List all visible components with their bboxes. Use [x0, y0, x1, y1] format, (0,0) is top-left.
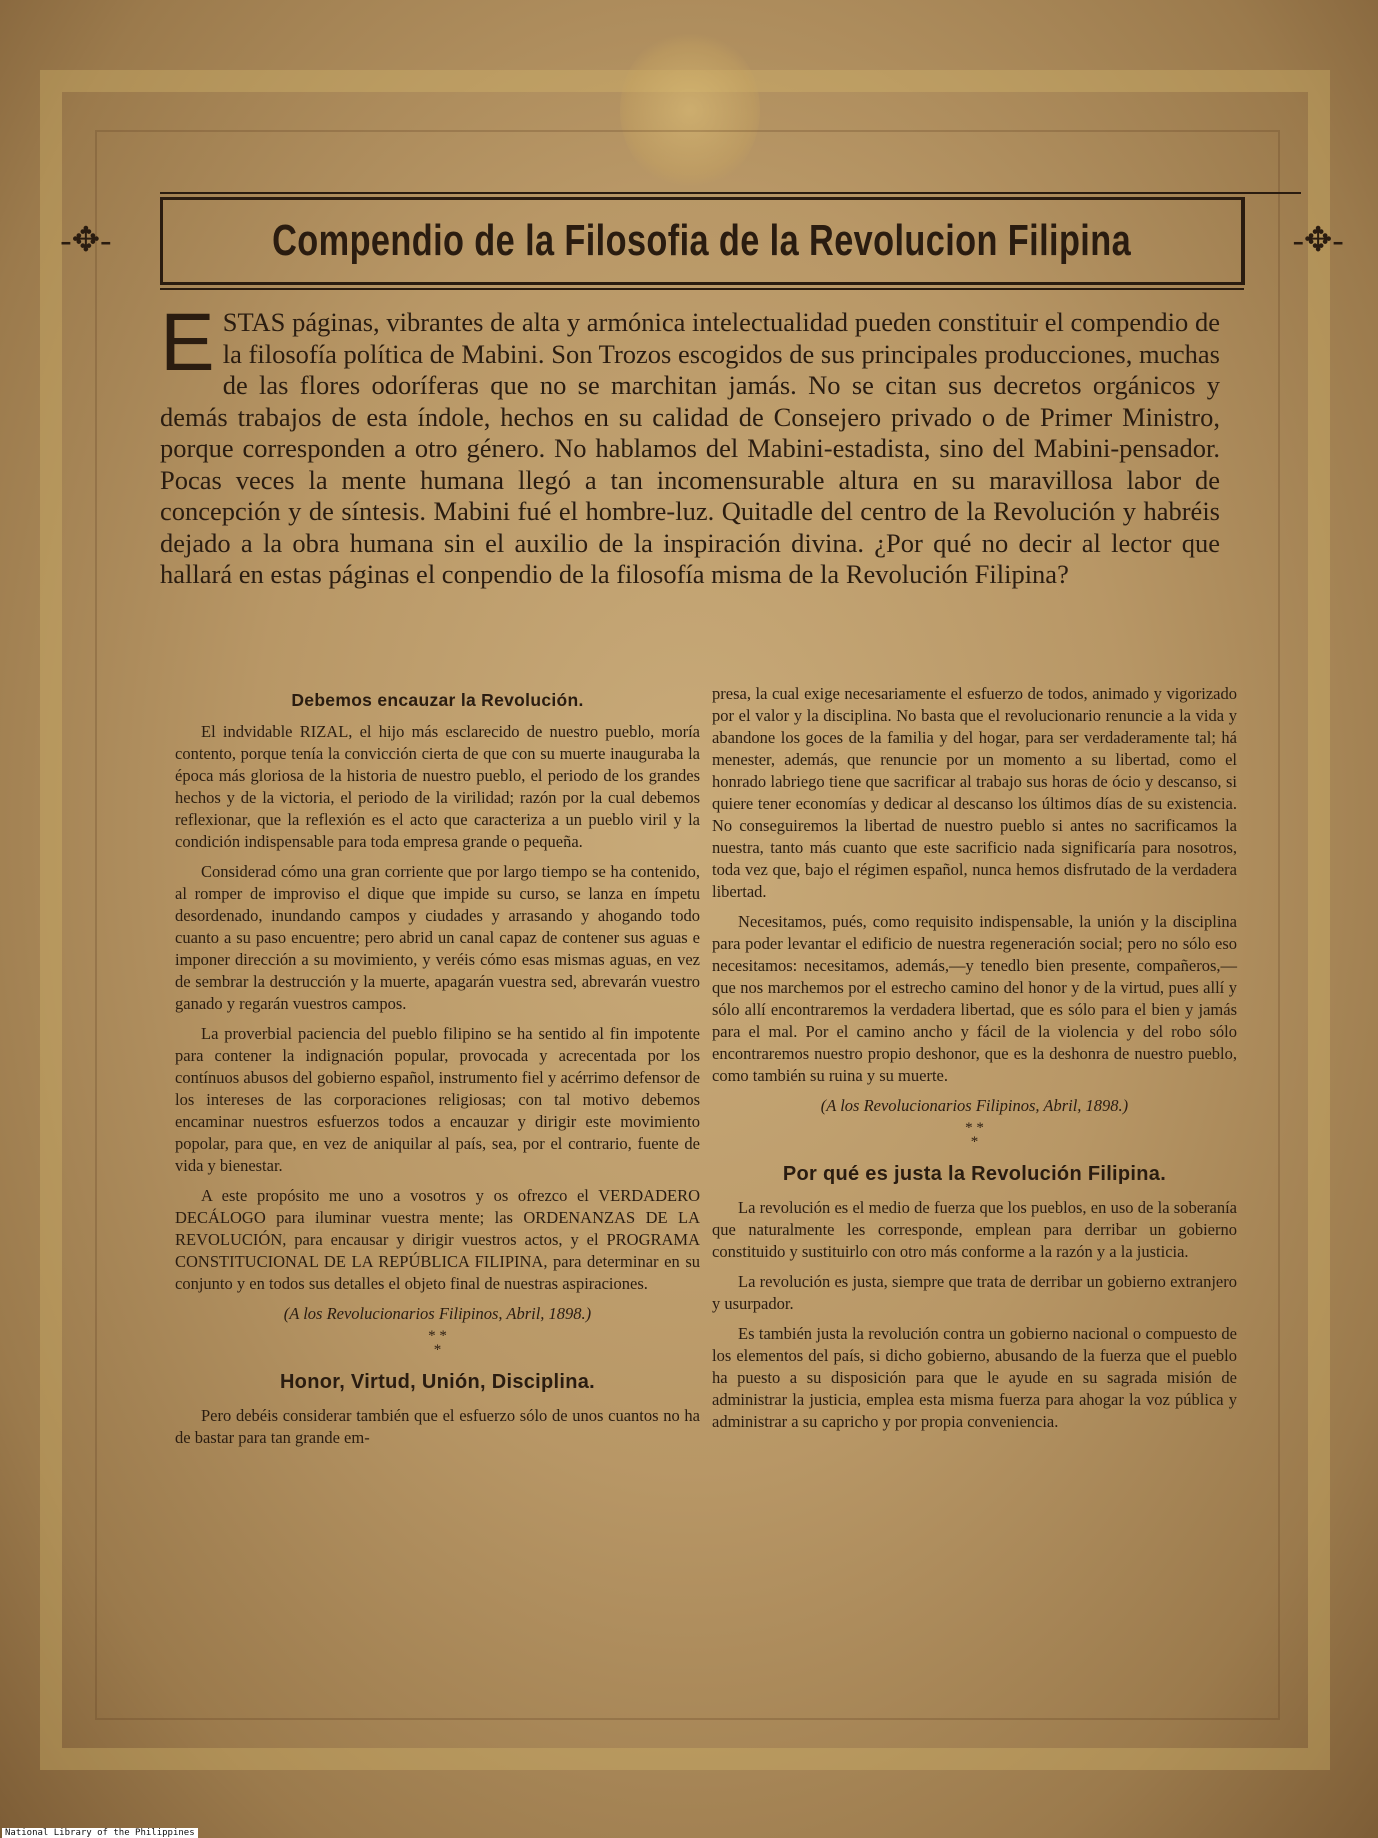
paragraph: La revolución es el medio de fuerza que los pueblos, en uso de la soberanía que naturalmente les corresponde, emplean para derribar un gobierno constituido y sustituirlo con otro más conforme a la razón y a la justicia.	[712, 1198, 1237, 1261]
paragraph: Considerad cómo una gran corriente que por largo tiempo se ha contenido, al romper de improviso el dique que impide su curso, se lanza en ímpetu desordenado, inundando campos y ciudades y arrasando y ahogando todo cuanto a su paso encuentre; pero abrid un canal capaz de contener sus aguas e imponer dirección a su movimiento, y veréis cómo esas mismas aguas, en vez de sembrar la destrucción y la muerte, apagarán vuestra sed, abrevarán vuestro ganado y regarán vuestros campos.	[175, 862, 700, 1013]
intro-paragraph	[160, 297, 1220, 591]
paragraph: La revolución es justa, siempre que trata de derribar un gobierno extranjero y usurpador.	[712, 1272, 1237, 1313]
right-ornament-icon: -✥-	[1292, 222, 1344, 259]
paragraph: A este propósito me uno a vosotros y os ofrezco el VERDADERO DECÁLOGO para iluminar vuestra mente; las ORDENANZAS DE LA REVOLUCIÓN, para encausar y dirigir vuestros actos, y el PROGRAMA CONSTITUCIONAL DE LA REPÚBLICA FILIPINA, para determinar en su conjunto y en todos sus detalles el objeto final de nuestras aspiraciones.	[175, 1186, 700, 1293]
page-title: Compendio de la Filosofia de la Revolucion Filipina	[272, 216, 1132, 265]
section-heading-encauzar: Debemos encauzar la Revolución.	[291, 690, 584, 710]
section-heading-honor: Honor, Virtud, Unión, Disciplina.	[279, 1371, 596, 1393]
paragraph: La proverbial paciencia del pueblo filipino se ha sentido al fin impotente para contener la indignación popular, provocada y acrecentada por los contínuos abusos del gobierno español, instrumento fiel y acérrimo defensor de los intereses de las corporaciones religiosas; con tal motivo debemos encaminar nuestros esfuerzos todos a encauzar y dirigir este movimiento popolar, para que, en vez de aniquilar al país, sea, por el contrario, fuente de vida y bienestar.	[175, 1024, 700, 1175]
top-rule	[160, 192, 1301, 194]
citation: (A los Revolucionarios Filipinos, Abril, 1898.)	[820, 1096, 1129, 1115]
bottom-rule	[160, 288, 1244, 290]
section-heading-justa: Por qué es justa la Revolución Filipina.	[782, 1163, 1167, 1185]
paragraph: Necesitamos, pués, como requisito indispensable, la unión y la disciplina para poder levantar el edificio de nuestra regeneración social; pero no sólo eso necesitamos: necesitamos, además,—y tenedlo bien presente, compañeros,—que nos marchemos por el estrecho camino del honor y de la virtud, pues allí y sólo allí encontraremos la verdadera libertad, que es sólo para el bien y jamás para el mal. Por el camino ancho y fácil de la violencia y del robo sólo encontraremos nuestro propio deshonor, que es la deshonra de nuestro pueblo, como también su ruina y su muerte.	[712, 912, 1237, 1085]
drop-cap: E	[160, 297, 215, 388]
paragraph: presa, la cual exige necesariamente el esfuerzo de todos, animado y vigorizado por el valor y la disciplina. No basta que el revolucionario renuncie a la vida y abandone los goces de la familia y del hogar, para ser verdaderamente tal; há menester, además, que renuncie por un momento a su libertad, como el honrado labriego tiene que sacrificar al trabajo sus horas de ócio y descanso, si quiere tener economías y dedicar al descanso los últimos días de su existencia. No conseguiremos la libertad de nuestro pueblo si antes no sacrificamos la nuestra, tanto más cuanto que este sacrificio nada significaría para nosotros, toda vez que, bajo el régimen español, nunca hemos disfrutado de la verdadera libertad.	[712, 684, 1237, 901]
left-ornament-icon: -✥-	[60, 222, 112, 259]
left-column	[175, 683, 700, 1457]
intro-text: STAS páginas, vibrantes de alta y armónica intelectualidad pueden constituir el compendio de la filosofía política de Mabini. Son Trozos escogidos de sus principales producciones, muchas de las flores odoríferas que no se marchitan jamás. No se citan sus decretos orgánicos y demás trabajos de esta índole, hechos en su calidad de Consejero privado o de Primer Ministro, porque corresponden a otro género. No hablamos del Mabini-estadista, sino del Mabini-pensador. Pocas veces la mente humana llegó a tan incomensurable altura en su maravillosa labor de concepción y de síntesis. Mabini fué el hombre-luz. Quitadle del centro de la Revolución y habréis dejado a la obra humana sin el auxilio de la inspiración divina. ¿Por qué no decir al lector que hallará en estas páginas el conpendio de la filosofía misma de la Revolución Filipina?	[160, 307, 1220, 589]
asterism: * * *	[965, 1120, 984, 1150]
citation: (A los Revolucionarios Filipinos, Abril, 1898.)	[283, 1304, 592, 1323]
paragraph: Es también justa la revolución contra un gobierno nacional o compuesto de los elementos del país, si dicho gobierno, abusando de la fuerza que el pueblo ha puesto a su disposición para que le ayude en su sagrada misión de administrar la justicia, emplea esta misma fuerza para ahogar la voz pública y administrar a su capricho y por propia conveniencia.	[712, 1324, 1237, 1431]
paragraph: El indvidable RIZAL, el hijo más esclarecido de nuestro pueblo, moría contento, porque tenía la convicción cierta de que con su muerte inauguraba la época más gloriosa de la historia de nuestro pueblo, el periodo de los grandes hechos y de la victoria, el periodo de la virilidad; razón por la cual debemos reflexionar, que la reflexión es el acto que caracteriza a un pueblo viril y la condición indispensable para toda empresa grande o pequeña.	[175, 722, 700, 851]
title-box	[60, 197, 1344, 285]
paragraph: Pero debéis considerar también que el esfuerzo sólo de unos cuantos no ha de bastar para tan grande em-	[175, 1406, 700, 1447]
right-column	[712, 683, 1237, 1441]
library-credit: National Library of the Philippines	[2, 1828, 198, 1838]
asterism: * * *	[428, 1328, 447, 1358]
